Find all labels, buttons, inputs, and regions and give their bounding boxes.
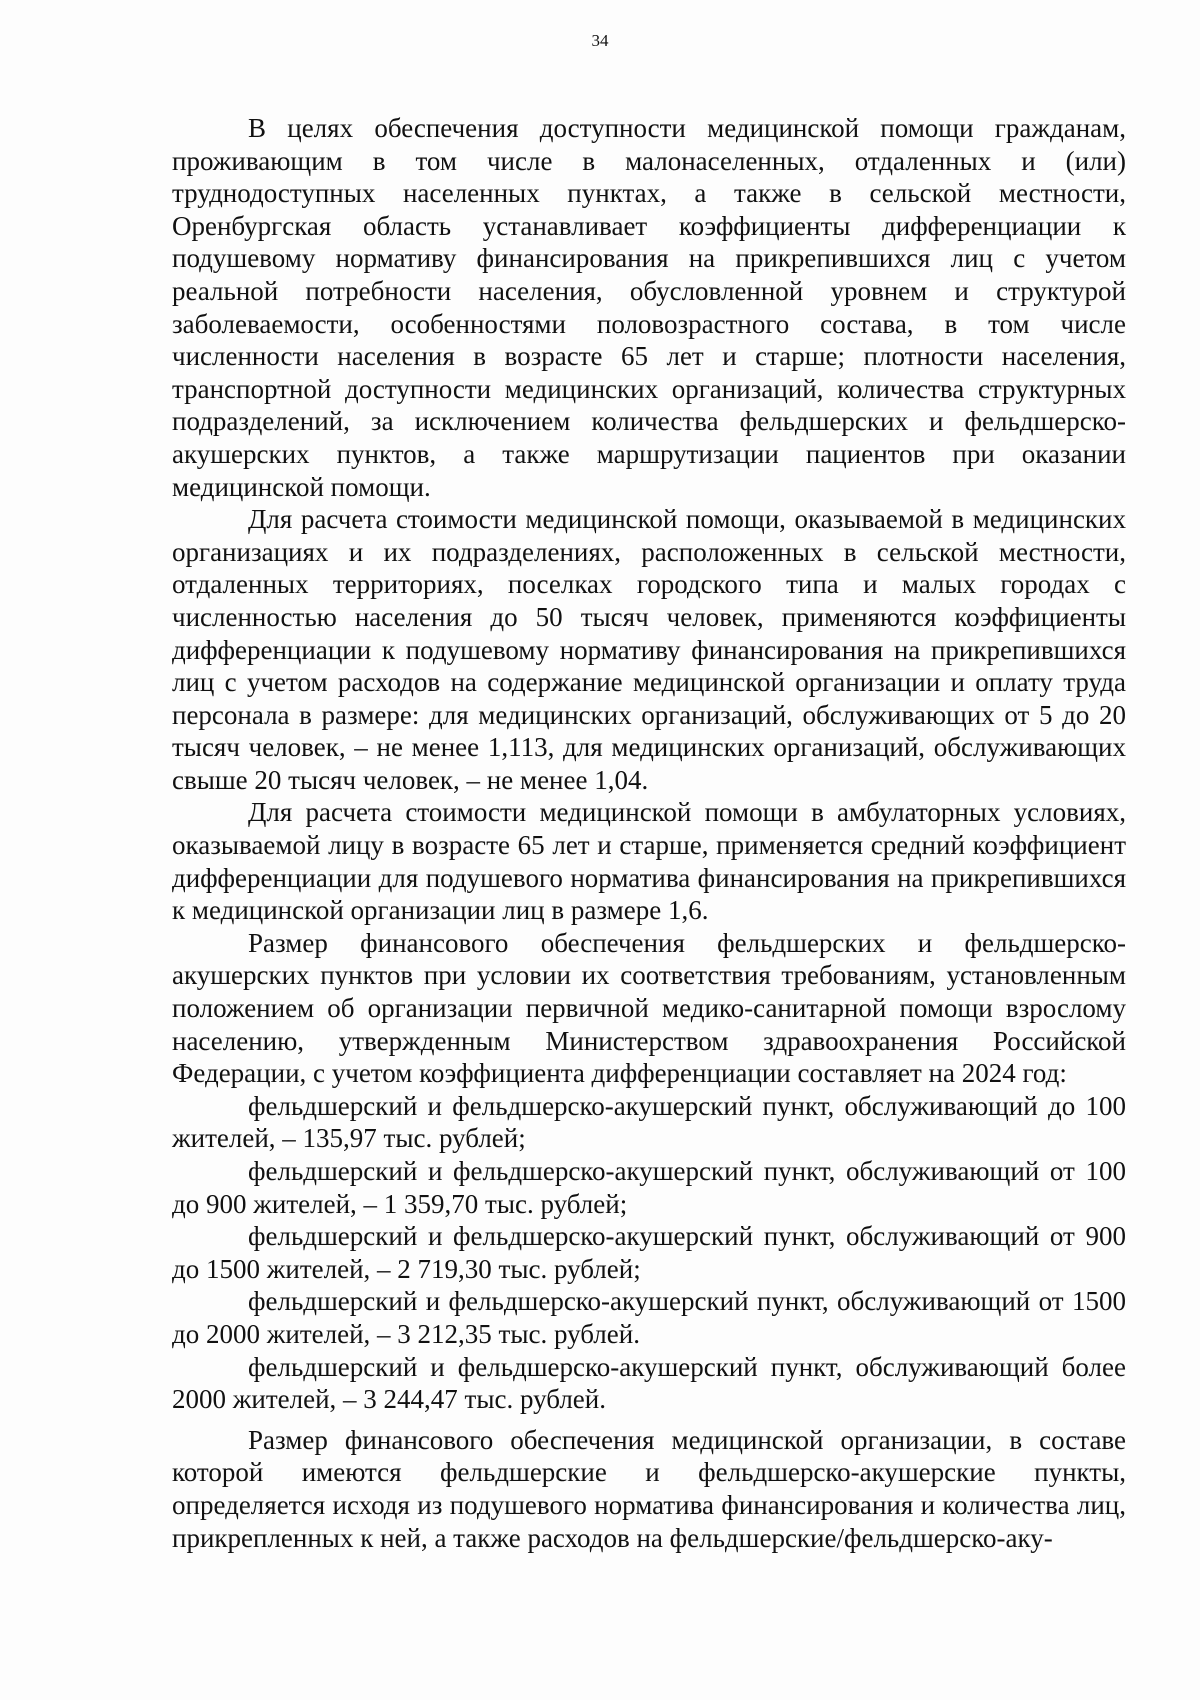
list-item-fap-1500-2000: фельдшерский и фельдшерско-акушерский пункт, обслуживающий от 1500 до 2000 жителей, – 3 212,35 тыс. рублей. xyxy=(172,1286,1126,1349)
page-number: 34 xyxy=(591,31,609,50)
list-item-fap-900-1500: фельдшерский и фельдшерско-акушерский пункт, обслуживающий от 900 до 1500 жителей, – 2 719,30 тыс. рублей; xyxy=(172,1221,1126,1284)
paragraph-organization-funding: Размер финансового обеспечения медицинской организации, в составе которой имеются фельдшерские и фельдшерско-акушерские пункты, определяется исходя из подушевого норматива финансирования и количества лиц, прикрепленных к ней, а также расходов на фельдшерские/фельдшерско-аку- xyxy=(172,1424,1126,1553)
list-item-fap-up-to-100: фельдшерский и фельдшерско-акушерский пункт, обслуживающий до 100 жителей, – 135,97 тыс. рублей; xyxy=(172,1090,1126,1154)
list-item-fap-100-900: фельдшерский и фельдшерско-акушерский пункт, обслуживающий от 100 до 900 жителей, – 1 359,70 тыс. рублей; xyxy=(172,1156,1126,1219)
paragraph-rural-coefficients: Для расчета стоимости медицинской помощи, оказываемой в медицинских организациях и их подразделениях, расположенных в сельской местности, отдаленных территориях, поселках городского типа и малых городах с численностью населения до 50 тысяч человек, применяются коэффициенты дифференциации к подушевому нормативу финансирования на прикрепившихся лиц с учетом расходов на содержание медицинской организации и оплату труда персонала в размере: для медицинских организаций, обслуживающих от 5 до 20 тысяч человек, – не менее 1,113, для медицинских организаций, обслуживающих свыше 20 тысяч человек, – не менее 1,04. xyxy=(172,504,1126,795)
paragraph-fap-funding-intro: Размер финансового обеспечения фельдшерских и фельдшерско-акушерских пунктов при условии их соответствия требованиям, установленным положением об организации первичной медико-санитарной помощи взрослому населению, утвержденным Министерством здравоохранения Российской Федерации, с учетом коэффициента дифференциации составляет на 2024 год: xyxy=(172,927,1126,1089)
paragraph-accessibility: В целях обеспечения доступности медицинской помощи гражданам, проживающим в том числе в малонаселенных, отдаленных и (или) труднодоступных населенных пунктах, а также в сельской местности, Оренбургская область устанавливает коэффициенты дифференциации к подушевому нормативу финансирования на прикрепившихся лиц с учетом реальной потребности населения, обусловленной уровнем и структурой заболеваемости, особенностями половозрастного состава, в том числе численности населения в возрасте 65 лет и старше; плотности населения, транспортной доступности медицинских организаций, количества структурных подразделений, за исключением количества фельдшерских и фельдшерско-акушерских пунктов, а также маршрутизации пациентов при оказании медицинской помощи. xyxy=(172,113,1126,502)
paragraph-age-65-coefficient: Для расчета стоимости медицинской помощи в амбулаторных условиях, оказываемой лицу в возрасте 65 лет и старше, применяется средний коэффициент дифференциации для подушевого норматива финансирования на прикрепившихся к медицинской организации лиц в размере 1,6. xyxy=(172,797,1126,926)
body-text xyxy=(172,112,1126,1554)
list-item-fap-over-2000: фельдшерский и фельдшерско-акушерский пункт, обслуживающий более 2000 жителей, – 3 244,47 тыс. рублей. xyxy=(172,1351,1126,1415)
